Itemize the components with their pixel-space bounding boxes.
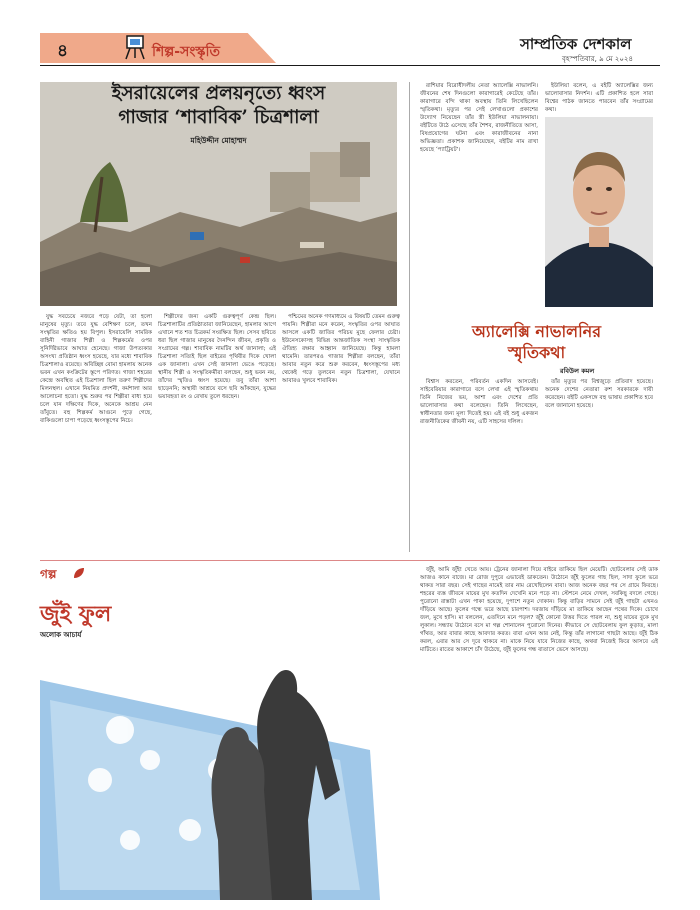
leaf-icon xyxy=(72,565,86,579)
masthead: সাম্প্রতিক দেশকাল xyxy=(520,35,632,53)
headline-line-1: ইসরায়েলের প্রলয়নৃত্যে ধ্বংস xyxy=(111,83,326,104)
headline-line-2: স্মৃতিকথা xyxy=(507,343,566,362)
couple-illustration xyxy=(40,640,410,900)
article-author: মহিউদ্দীন মোহাম্মদ xyxy=(190,136,247,145)
dateline: বৃহস্পতিবার, ৯ মে ২০২৪ xyxy=(562,55,633,63)
article-column-2 xyxy=(158,313,276,553)
story-author: অলোক আচার্য xyxy=(40,631,82,639)
navalny-bottom-column-1 xyxy=(420,378,538,554)
page-number: ৪ xyxy=(57,41,69,61)
story-section-label: গল্প xyxy=(40,567,57,581)
article-paragraph: ইউলিয়া বলেন, এ বইটি অ্যালেক্সির জন্য ভালোবাসার নিদর্শন। এটি প্রকাশিত হলে সারা বিশ্বের পাঠক জানতে পারবেন তাঁর সংগ্রামের কথা। xyxy=(545,83,653,113)
header-divider xyxy=(40,65,660,66)
article-paragraph: পশ্চিমের অনেক গণমাধ্যমে এ বিষয়টি তেমন গুরুত্ব পায়নি। শিল্পীরা মনে করেন, সংস্কৃতির ওপর আঘাত আসলে একটি জাতির পরিচয় মুছে ফেলার চেষ্টা। ইউনেসকোসহ বিভিন্ন আন্তর্জাতিক সংস্থা সাংস্কৃতিক ঐতিহ্য রক্ষার আহ্বান জানিয়েছে। কিন্তু হামলা থামেনি। তারপরও গাজার শিল্পীরা বলছেন, তাঁরা আবার নতুন করে শুরু করবেন, ধ্বংসস্তূপের মধ্য থেকেই গড়ে তুলবেন নতুন চিত্রশালা, যেখানে আবারও খুলবে শাবাবিক। xyxy=(282,314,400,384)
story-paragraph: জুঁই, আমি জুঁই! খেতে আয়। ট্রেনের জানালা দিয়ে বাইরে তাকিয়ে ছিল মেয়েটি। ছোটবেলার সেই ডাক আজও কানে বাজে। মা রোজ দুপুরে এভাবেই ডাকতেন। উঠোনে জুঁই ফুলের গাছ ছিল, সাদা ফুলে ভরে থাকত সারা বছর। সেই গাছের নামেই তার নাম রেখেছিলেন বাবা। আজ অনেক বছর পর সে গ্রামে ফিরছে। শহরের ব্যস্ত জীবনে মায়ের মুখ কতদিন দেখেনি মনে পড়ে না। স্টেশনে নেমে দেখল, সবকিছু বদলে গেছে। পুরোনো রাস্তাটা এখন পাকা হয়েছে, দুপাশে নতুন দোকান। কিন্তু বাড়ির সামনে সেই জুঁই গাছটা এখনও দাঁড়িয়ে আছে। ফুলের গন্ধে ভরে আছে চারপাশ। দরজায় দাঁড়িয়ে মা তাকিয়ে আছেন পথের দিকে। চোখে জল, মুখে হাসি। মা বললেন, এতদিনে মনে পড়ল? জুঁই কোনো উত্তর দিতে পারল না, শুধু মায়ের বুকে মুখ লুকাল। সন্ধ্যায় উঠোনে বসে মা গল্প শোনালেন পুরোনো দিনের। কীভাবে সে ছোটবেলায় ফুল কুড়াত, মালা গাঁথত, আর বাবার কাছে আবদার করত। বাবা এখন আর নেই, কিন্তু তাঁর লাগানো গাছটা আছে। জুঁই ঠিক করল, এবার আর সে দূরে থাকবে না। মাকে নিয়ে যাবে নিজের কাছে, অথবা নিজেই ফিরে আসবে এই মাটিতে। রাতের আকাশে চাঁদ উঠেছে, জুঁই ফুলের গন্ধ বাতাসে ভেসে আসছে। xyxy=(420,567,658,653)
headline-line-1: অ্যালেক্সি নাভালনির xyxy=(472,322,601,341)
article-paragraph: যুদ্ধ সবচেয়ে নজরে পড়ে যেটা, তা হলো মানুষের মৃত্যু। তবে যুদ্ধ বেশিক্ষণ চলে, তখন সংস্কৃতির ক্ষতিও হয় বিপুল। ইসরায়েলি সামরিক বাহিনী গাজার শিল্পী ও শিল্পকর্মের ওপর সুনির্দিষ্টভাবে আঘাত হেনেছে। গাজা উপত্যকার অসংখ্য প্রতিষ্ঠান ধ্বংস হয়েছে, যার মধ্যে শাবাবিক চিত্রশালাও রয়েছে। অবিচ্ছিন্ন বোমা হামলায় অনেক ভবন এখন কংক্রিটের স্তূপে পরিণত। গাজা শহরের কেন্দ্রে অবস্থিত এই চিত্রশালা ছিল তরুণ শিল্পীদের মিলনস্থল। এখানে নিয়মিত প্রদর্শনী, কর্মশালা আর আলোচনা হতো। যুদ্ধ শুরুর পর শিল্পীরা বাধ্য হয়ে চলে যান দক্ষিণের দিকে, অনেকে আশ্রয় নেন তাঁবুতে। বহু শিল্পকর্ম আগুনে পুড়ে গেছে, বাকিগুলো চাপা পড়েছে ধ্বংসস্তূপের নিচে। xyxy=(40,314,152,424)
column-divider xyxy=(409,82,410,552)
article-column-1 xyxy=(40,313,152,553)
navalny-bottom-column-2 xyxy=(545,378,653,554)
navalny-author: রবিউল কমল xyxy=(560,367,595,375)
section-title: শিল্প-সংস্কৃতি xyxy=(152,44,220,60)
navalny-top-column-2 xyxy=(545,82,653,114)
article-paragraph: রাশিয়ার বিরোধীদলীয় নেতা অ্যালেক্সি নাভালনি। জীবনের শেষ দিনগুলো কারাগারেই কেটেছে তাঁর। কারাগারে বন্দি থাকা অবস্থায় তিনি লিখেছিলেন স্মৃতিকথা। মৃত্যুর পর সেই লেখাগুলো প্রকাশের উদ্যোগ নিয়েছেন তাঁর স্ত্রী ইউলিয়া নাভালনায়া। বইটিতে উঠে এসেছে তাঁর শৈশব, রাজনীতিতে আসা, বিষপ্রয়োগের ঘটনা এবং কারাজীবনের নানা অভিজ্ঞতা। প্রকাশক জানিয়েছেন, বইটির নাম রাখা হয়েছে ‘প্যাট্রিয়ট’। xyxy=(420,83,538,153)
article-paragraph: শিল্পীদের জন্য একটি গুরুত্বপূর্ণ কেন্দ্র ছিল। চিত্রশালাটির প্রতিষ্ঠাতারা জানিয়েছেন, হামলার আগে এখানে শত শত চিত্রকর্ম সংরক্ষিত ছিল। সেসব ছবিতে ধরা ছিল গাজার মানুষের দৈনন্দিন জীবন, প্রকৃতি ও সংগ্রামের গল্প। শাবাবিক নামটির অর্থ জানালা; এই চিত্রশালা সত্যিই ছিল বাইরের পৃথিবীর দিকে খোলা এক জানালা। এখন সেই জানালা ভেঙে পড়েছে। স্থানীয় শিল্পী ও সংস্কৃতিকর্মীরা বলছেন, শুধু ভবন নয়, তাঁদের স্মৃতিও ধ্বংস হয়েছে। তবু তাঁরা আশা ছাড়েননি; অস্থায়ী আশ্রয়ে বসে ছবি আঁকছেন, যুদ্ধের ভয়াবহতা রং ও রেখায় তুলে ধরছেন। xyxy=(158,314,276,400)
article-column-3 xyxy=(282,313,400,553)
article-headline xyxy=(40,82,397,130)
navalny-top-column-1 xyxy=(420,82,538,312)
story-title: জুঁই ফুল xyxy=(40,601,112,627)
article-paragraph: বিশ্বাস করতেন, পরিবর্তন একদিন আসবেই। সাইবেরিয়ার কারাগারে বসে লেখা এই স্মৃতিকথায় তিনি নিজের ভয়, আশা এবং দেশের প্রতি ভালোবাসার কথা বলেছেন। তিনি লিখেছেন, স্বাধীনতার জন্য মূল্য দিতেই হয়। এই বই শুধু একজন রাজনীতিকের জীবনী নয়, এটি সাহসের দলিল। xyxy=(420,379,538,425)
easel-icon xyxy=(124,34,146,60)
headline-line-2: গাজার ‘শাবাবিক’ চিত্রশালা xyxy=(118,107,319,128)
article-paragraph: তাঁর মৃত্যুর পর বিশ্বজুড়ে প্রতিবাদ হয়েছে। অনেক দেশের নেতারা রুশ সরকারকে দায়ী করেছেন। বইটি একসঙ্গে বহু ভাষায় প্রকাশিত হবে বলে জানানো হয়েছে। xyxy=(545,379,653,409)
navalny-portrait xyxy=(545,117,653,307)
navalny-headline xyxy=(420,321,653,363)
section-divider xyxy=(40,560,660,561)
story-column-1 xyxy=(420,566,658,896)
